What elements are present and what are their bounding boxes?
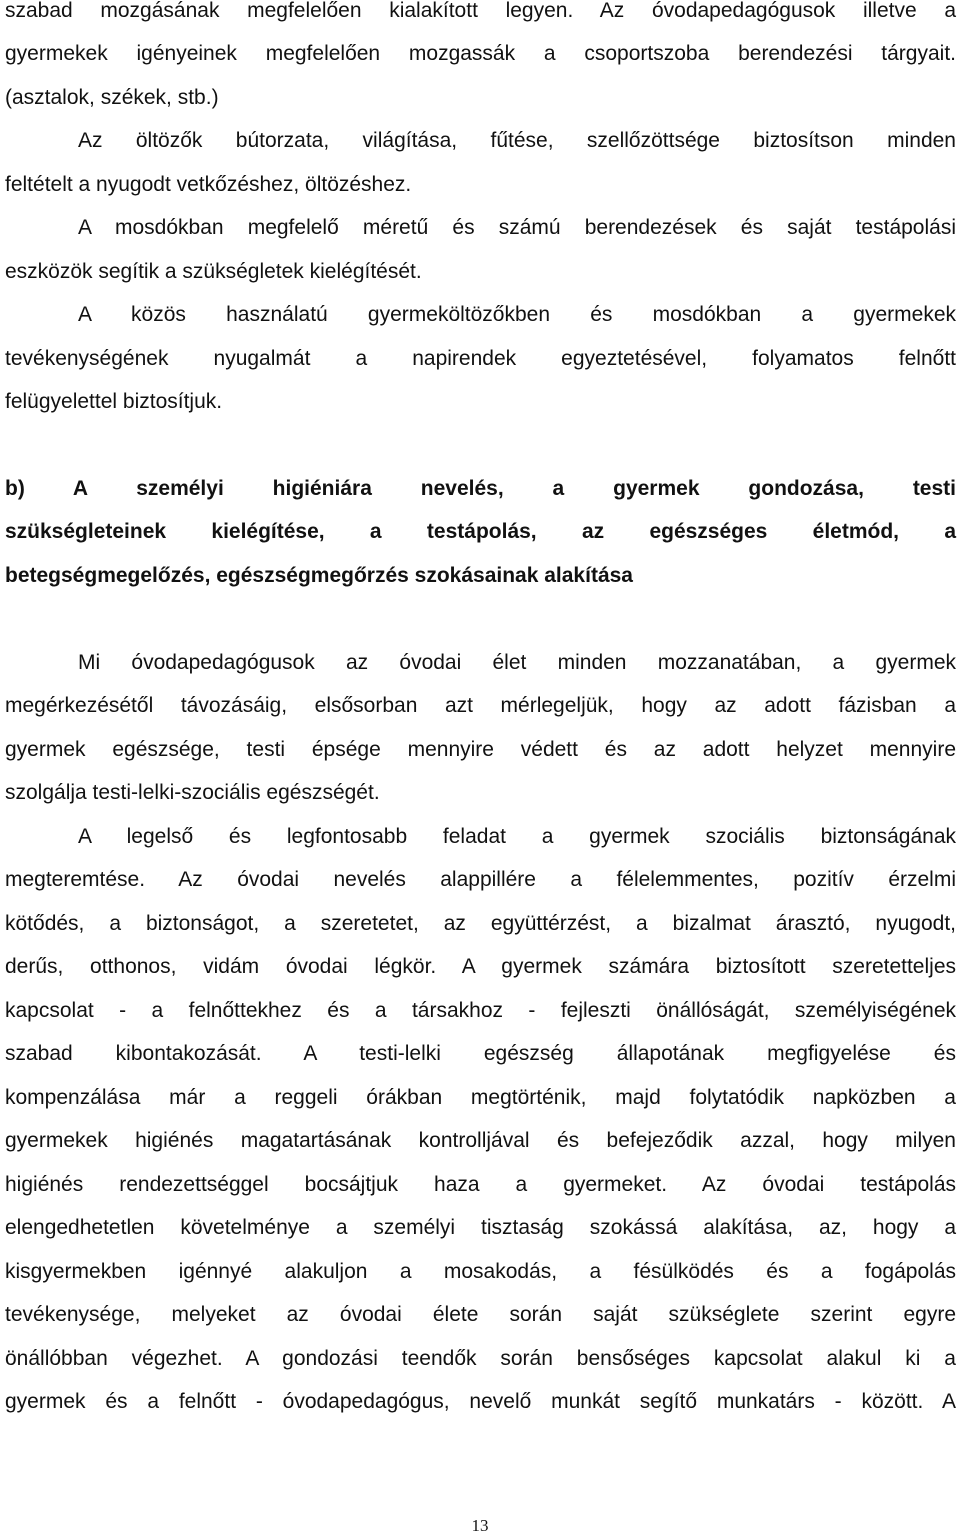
text-line: megérkezésétől távozásáig, elsősorban azt mérlegeljük, hogy az adott fázisban a [5,694,956,717]
text-line: Az öltözők bútorzata, világítása, fűtése, szellőzöttsége biztosítson minden [78,129,956,152]
text-line: Mi óvodapedagógusok az óvodai élet minden mozzanatában, a gyermek [78,651,956,674]
text-line: kompenzálása már a reggeli órákban megtörténik, majd folytatódik napközben a [5,1086,956,1109]
text-line: A legelső és legfontosabb feladat a gyermek szociális biztonságának [78,825,956,848]
text-line: gyermekek igényeinek megfelelően mozgassák a csoportszoba berendezési tárgyait. [5,42,956,65]
text-line: önállóbban végezhet. A gondozási teendők során bensőséges kapcsolat alakul ki a [5,1347,956,1370]
text-line: kötődés, a biztonságot, a szeretetet, az együttérzést, a bizalmat árasztó, nyugodt, [5,912,956,935]
text-line: kisgyermekben igénnyé alakuljon a mosakodás, a fésülködés és a fogápolás [5,1260,956,1283]
text-line: eszközök segítik a szükségletek kielégítését. [5,260,422,283]
text-line: szabad mozgásának megfelelően kialakított legyen. Az óvodapedagógusok illetve a [5,0,956,22]
text-line: gyermek egészsége, testi épsége mennyire védett és az adott helyzet mennyire [5,738,956,761]
text-line: szolgálja testi-lelki-szociális egészségét. [5,781,380,804]
text-line: (asztalok, székek, stb.) [5,86,219,109]
text-line: derűs, otthonos, vidám óvodai légkör. A gyermek számára biztosított szeretetteljes [5,955,956,978]
section-heading-line: betegségmegelőzés, egészségmegőrzés szokásainak alakítása [5,564,633,587]
text-line: tevékenysége, melyeket az óvodai élete során saját szükséglete szerint egyre [5,1303,956,1326]
text-line: elengedhetetlen követelménye a személyi tisztaság szokássá alakítása, az, hogy a [5,1216,956,1239]
text-line: gyermekek higiénés magatartásának kontrolljával és befejeződik azzal, hogy milyen [5,1129,956,1152]
page-number: 13 [471,1516,489,1535]
text-line: szabad kibontakozását. A testi-lelki egészség állapotának megfigyelése és [5,1042,956,1065]
text-line: megteremtése. Az óvodai nevelés alappillére a félelemmentes, pozitív érzelmi [5,868,956,891]
text-line: tevékenységének nyugalmát a napirendek egyeztetésével, folyamatos felnőtt [5,347,956,370]
section-heading-line: szükségleteinek kielégítése, a testápolás, az egészséges életmód, a [5,520,956,543]
section-heading-line: b) A személyi higiéniára nevelés, a gyermek gondozása, testi [5,477,956,500]
text-line: A közös használatú gyermeköltözőkben és mosdókban a gyermekek [78,303,956,326]
text-line: kapcsolat - a felnőttekhez és a társakhoz - fejleszti önállóságát, személyiségének [5,999,956,1022]
text-line: higiénés rendezettséggel bocsájtjuk haza a gyermeket. Az óvodai testápolás [5,1173,956,1196]
text-line: gyermek és a felnőtt - óvodapedagógus, nevelő munkát segítő munkatárs - között. A [5,1390,956,1413]
text-line: felügyelettel biztosítjuk. [5,390,223,413]
text-line: feltételt a nyugodt vetkőzéshez, öltözéshez. [5,173,412,196]
text-line: A mosdókban megfelelő méretű és számú berendezések és saját testápolási [78,216,956,239]
